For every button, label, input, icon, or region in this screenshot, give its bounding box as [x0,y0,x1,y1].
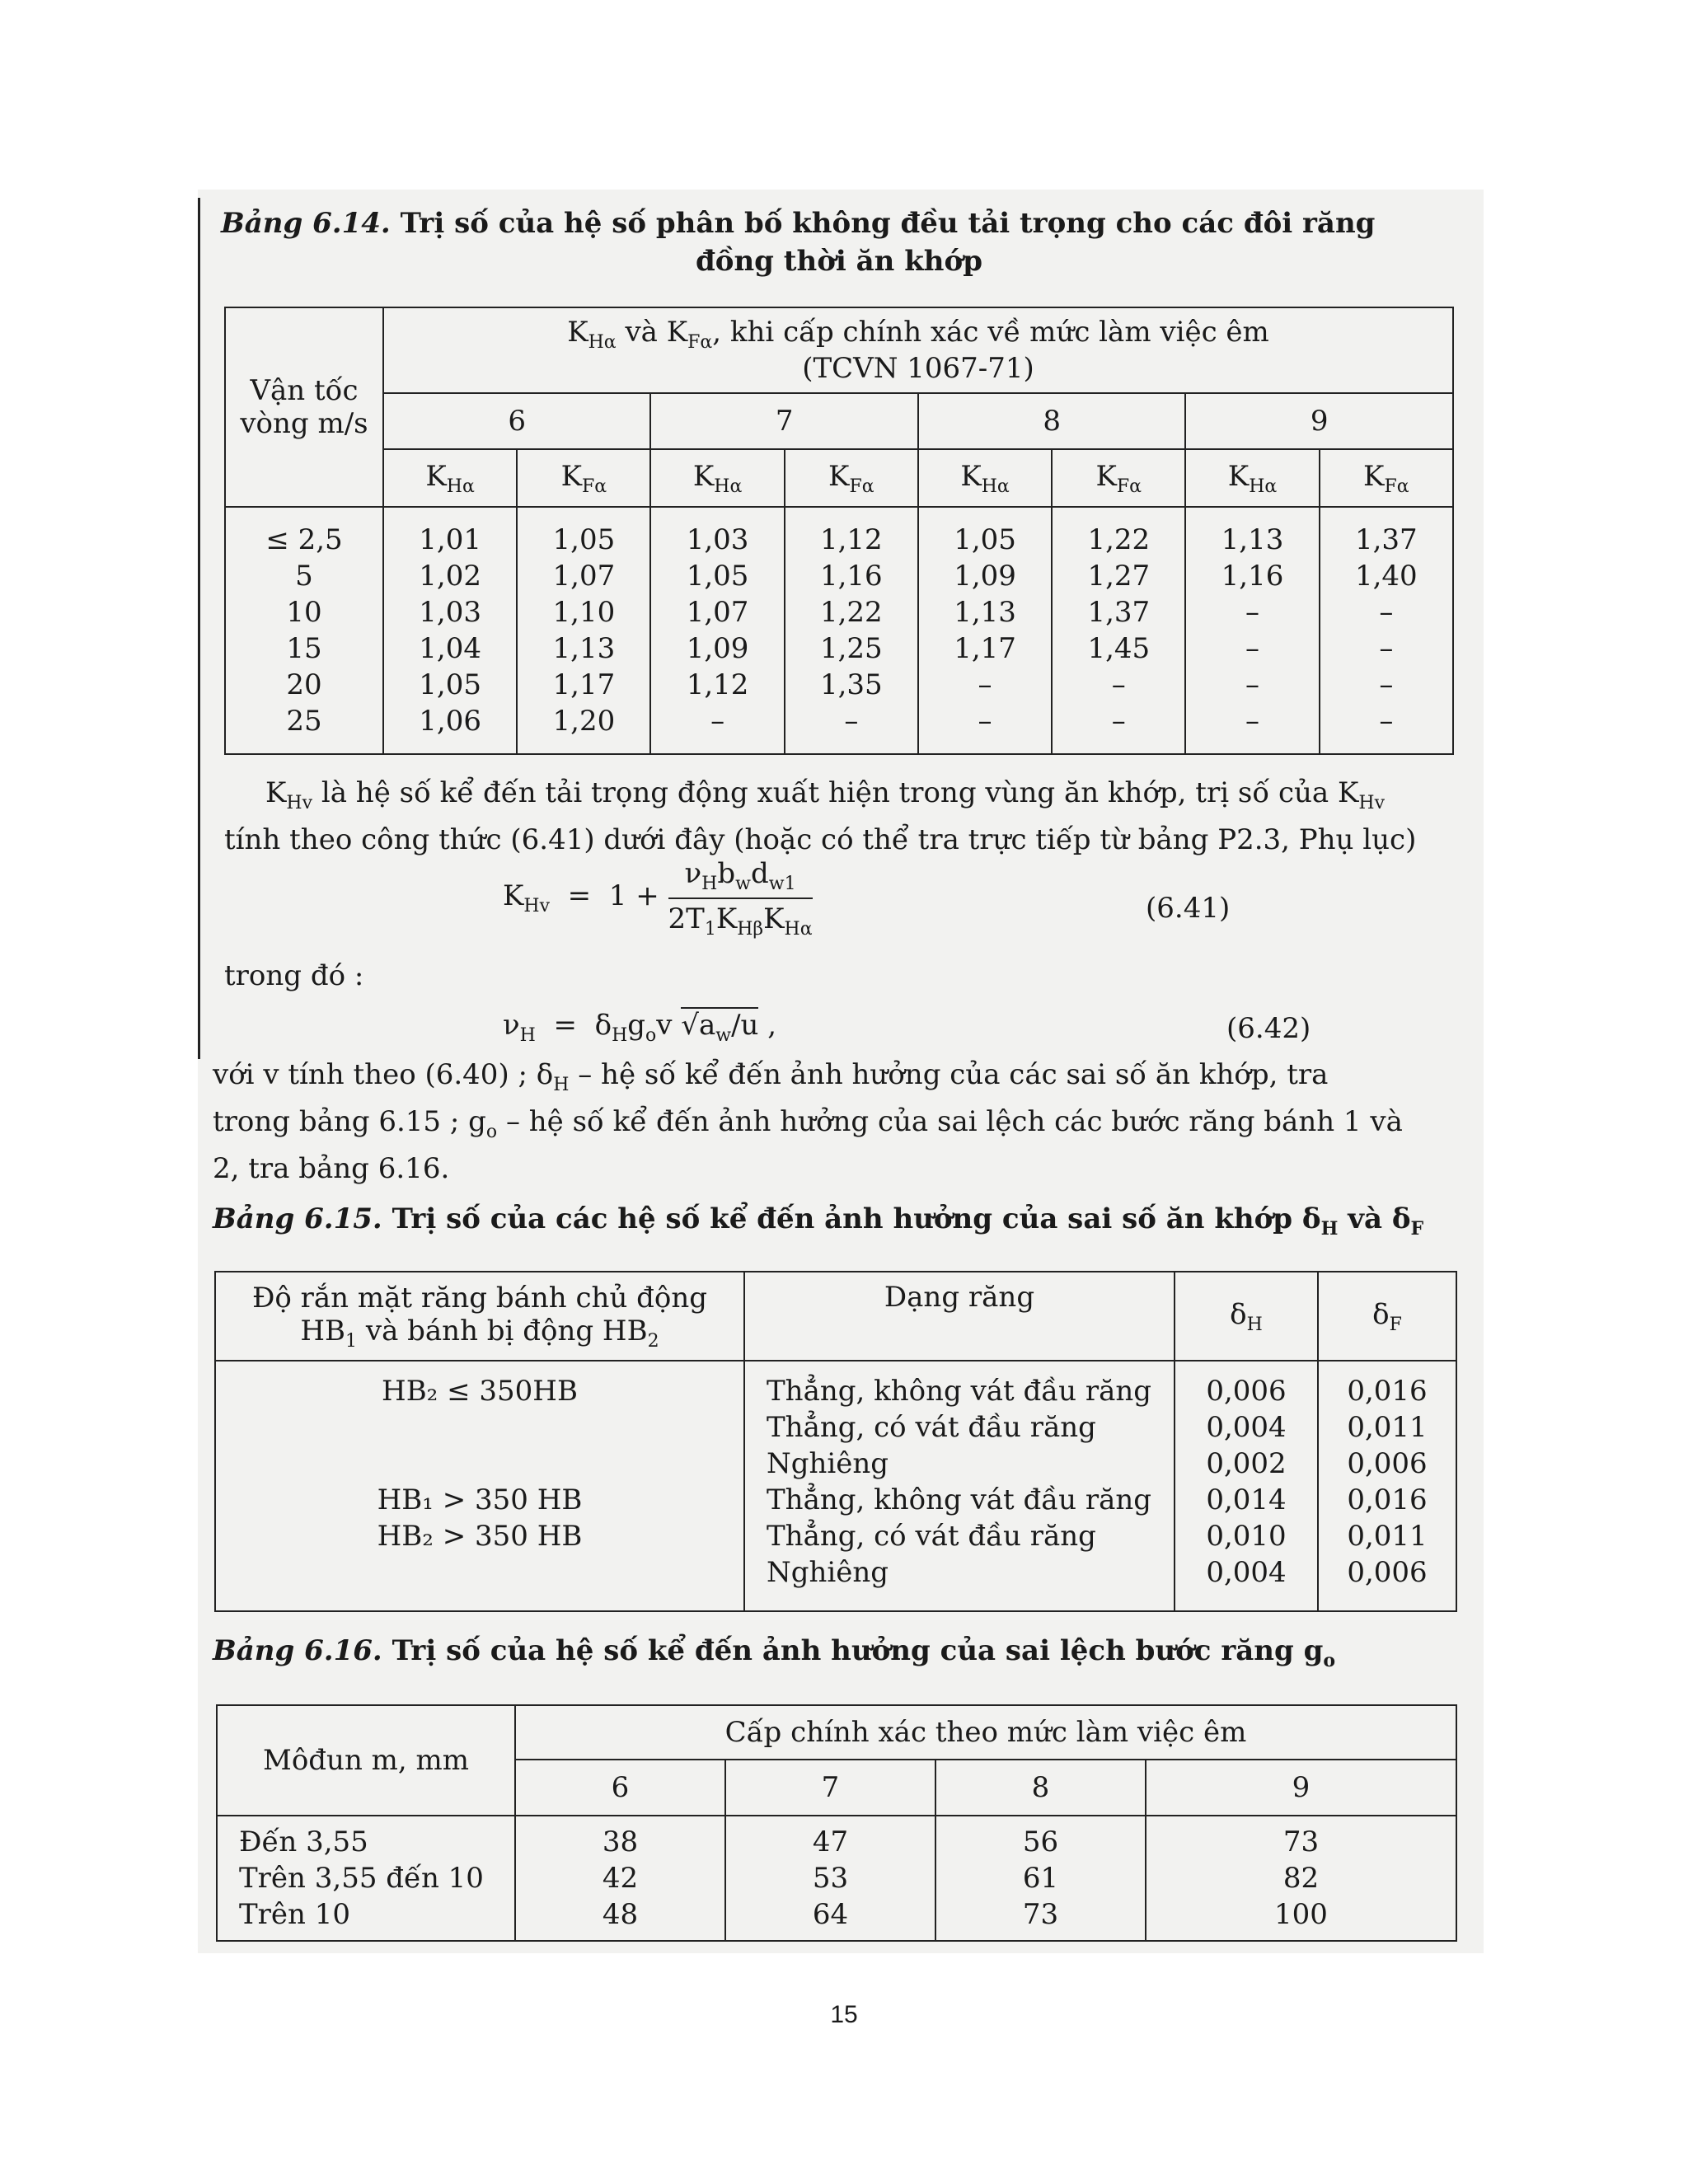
table-6-14-caption-line2: đồng thời ăn khớp [696,245,982,278]
kh-header: $K_{H\alpha}$ [1185,449,1319,507]
grade-header: 6 [383,393,650,449]
kh-header: $K_{H\alpha}$ [918,449,1052,507]
table-6-16 [216,1704,1457,1942]
delta-h-column: 0,006 0,004 0,002 0,014 0,010 0,004 [1175,1361,1318,1611]
trong-do: trong đó : [224,959,364,992]
kf-header: $K_{F\alpha}$ [1052,449,1185,507]
equation-6-42-label: (6.42) [1226,1012,1311,1045]
table-6-15 [214,1271,1457,1612]
value-column: 1,01 1,02 1,03 1,04 1,05 1,06 [383,507,517,754]
kf-header: $K_{F\alpha}$ [1320,449,1453,507]
caption-label: Bảng 6.14. [221,207,391,240]
value-column: 1,05 1,09 1,13 1,17 – – [918,507,1052,754]
kf-header: $K_{F\alpha}$ [785,449,918,507]
k-symbol: K [567,315,588,349]
speed-header-line2: vòng m/s [240,407,368,440]
grade-header: 7 [725,1760,935,1816]
value-column: 1,03 1,05 1,07 1,09 1,12 – [650,507,784,754]
value-column: 38 42 48 [515,1816,725,1941]
tooth-form-header: Dạng răng [744,1272,1175,1361]
caption-label: Bảng 6.15. [213,1202,382,1235]
caption-text: Trị số của hệ số kể đến ảnh hưởng của sai lệch bước răng g [392,1634,1324,1667]
k-sub: Hα [588,331,617,353]
caption-text: Trị số của các hệ số kể đến ảnh hưởng của sai số ăn khớp [392,1202,1293,1235]
delta-h-header: $\delta_H$ [1175,1272,1318,1361]
grade-group-header: Cấp chính xác theo mức làm việc êm [515,1705,1456,1760]
value-column: 1,05 1,07 1,10 1,13 1,17 1,20 [517,507,650,754]
equation-6-42: $\nu_H = \delta_Hg_ov$ $√a_w/u$ , [503,1009,777,1046]
grade-header: 6 [515,1760,725,1816]
caption-text: Trị số của hệ số phân bố không đều tải trọng cho các đôi răng [400,207,1376,240]
value-column: 1,37 1,40 – – – – [1320,507,1453,754]
hardness-header: Độ rắn mặt răng bánh chủ động $HB_1$ và bánh bị động $HB_2$ [215,1272,744,1361]
table-6-16-caption: Bảng 6.16. Trị số của hệ số kể đến ảnh hưởng của sai lệch bước răng $g_o$ [213,1634,1336,1671]
speed-header [225,307,383,507]
group-header-text: khi cấp chính xác về mức làm việc êm [729,315,1269,349]
coef-group-header: $K_{H\alpha}$ và $K_{F\alpha}$, khi cấp chính xác về mức làm việc êm (TCVN 1067-71) [383,307,1453,393]
paragraph-definitions: với v tính theo (6.40) ; $\delta_H$ – hệ số kể đến ảnh hưởng của các sai số ăn khớp, tra trong bảng 6.15 ; $g_o$ – hệ số kể đến ảnh hưởng của sai lệch các bước răng bánh 1 và 2, tra bảng 6.16. [213,1058,1403,1185]
kf-header: $K_{F\alpha}$ [517,449,650,507]
k-symbol: K [666,315,688,349]
paragraph-khv: $K_{Hv}$ là hệ số kể đến tải trọng động xuất hiện trong vùng ăn khớp, trị số của $K_{Hv}$ tính theo công thức (6.41) dưới đây (hoặc có thể tra trực tiếp từ bảng P2.3, Phụ lục) [224,775,1461,858]
delta-f-header: $\delta_F$ [1318,1272,1456,1361]
value-column: 1,13 1,16 – – – – [1185,507,1319,754]
kh-header: $K_{H\alpha}$ [650,449,784,507]
speed-header-line1: Vận tốc [250,374,359,407]
delta-f-column: 0,016 0,011 0,006 0,016 0,011 0,006 [1318,1361,1456,1611]
grade-header: 8 [935,1760,1146,1816]
page-number: 15 [830,2001,858,2028]
equation-6-41-label: (6.41) [1146,892,1231,925]
table-6-14-caption [221,204,1457,242]
grade-header: 9 [1146,1760,1456,1816]
value-column: 47 53 64 [725,1816,935,1941]
module-header: Môđun m, mm [217,1705,515,1816]
value-column: 1,12 1,16 1,22 1,25 1,35 – [785,507,918,754]
margin-rule [198,198,200,1059]
module-column: Đến 3,55 Trên 3,55 đến 10 Trên 10 [217,1816,515,1941]
grade-header: 8 [918,393,1185,449]
grade-header: 9 [1185,393,1453,449]
value-column: 1,22 1,27 1,37 1,45 – – [1052,507,1185,754]
kh-header: $K_{H\alpha}$ [383,449,517,507]
table-6-14 [224,307,1454,755]
caption-label: Bảng 6.16. [213,1634,382,1667]
para1-line1: là hệ số kể đến tải trọng động xuất hiện trong vùng ăn khớp, trị số của [321,776,1329,809]
speed-column: ≤ 2,5 5 10 15 20 25 [225,507,383,754]
value-column: 73 82 100 [1146,1816,1456,1941]
table-6-15-caption: Bảng 6.15. Trị số của các hệ số kể đến ảnh hưởng của sai số ăn khớp $\delta_H$ và $\delta_F$ [213,1202,1424,1240]
value-column: 56 61 73 [935,1816,1146,1941]
k-sub: Fα [687,331,713,353]
group-header-standard: (TCVN 1067-71) [802,352,1034,386]
tooth-form-column: Thẳng, không vát đầu răng Thẳng, có vát đầu răng Nghiêng Thẳng, không vát đầu răng Thẳng, có vát đầu răng Nghiêng [744,1361,1175,1611]
para1-line2: tính theo công thức (6.41) dưới đây (hoặc có thể tra trực tiếp từ bảng P2.3, Phụ lục) [224,823,1417,856]
hardness-column: HB₂ ≤ 350HB HB₁ > 350 HB HB₂ > 350 HB [215,1361,744,1611]
equation-6-41: $K_{Hv} = 1$ + $\frac{\nu_Hb_wd_{w1}}{2T_1K_{H\beta}K_{H\alpha}}$ [503,857,813,940]
grade-header: 7 [650,393,917,449]
